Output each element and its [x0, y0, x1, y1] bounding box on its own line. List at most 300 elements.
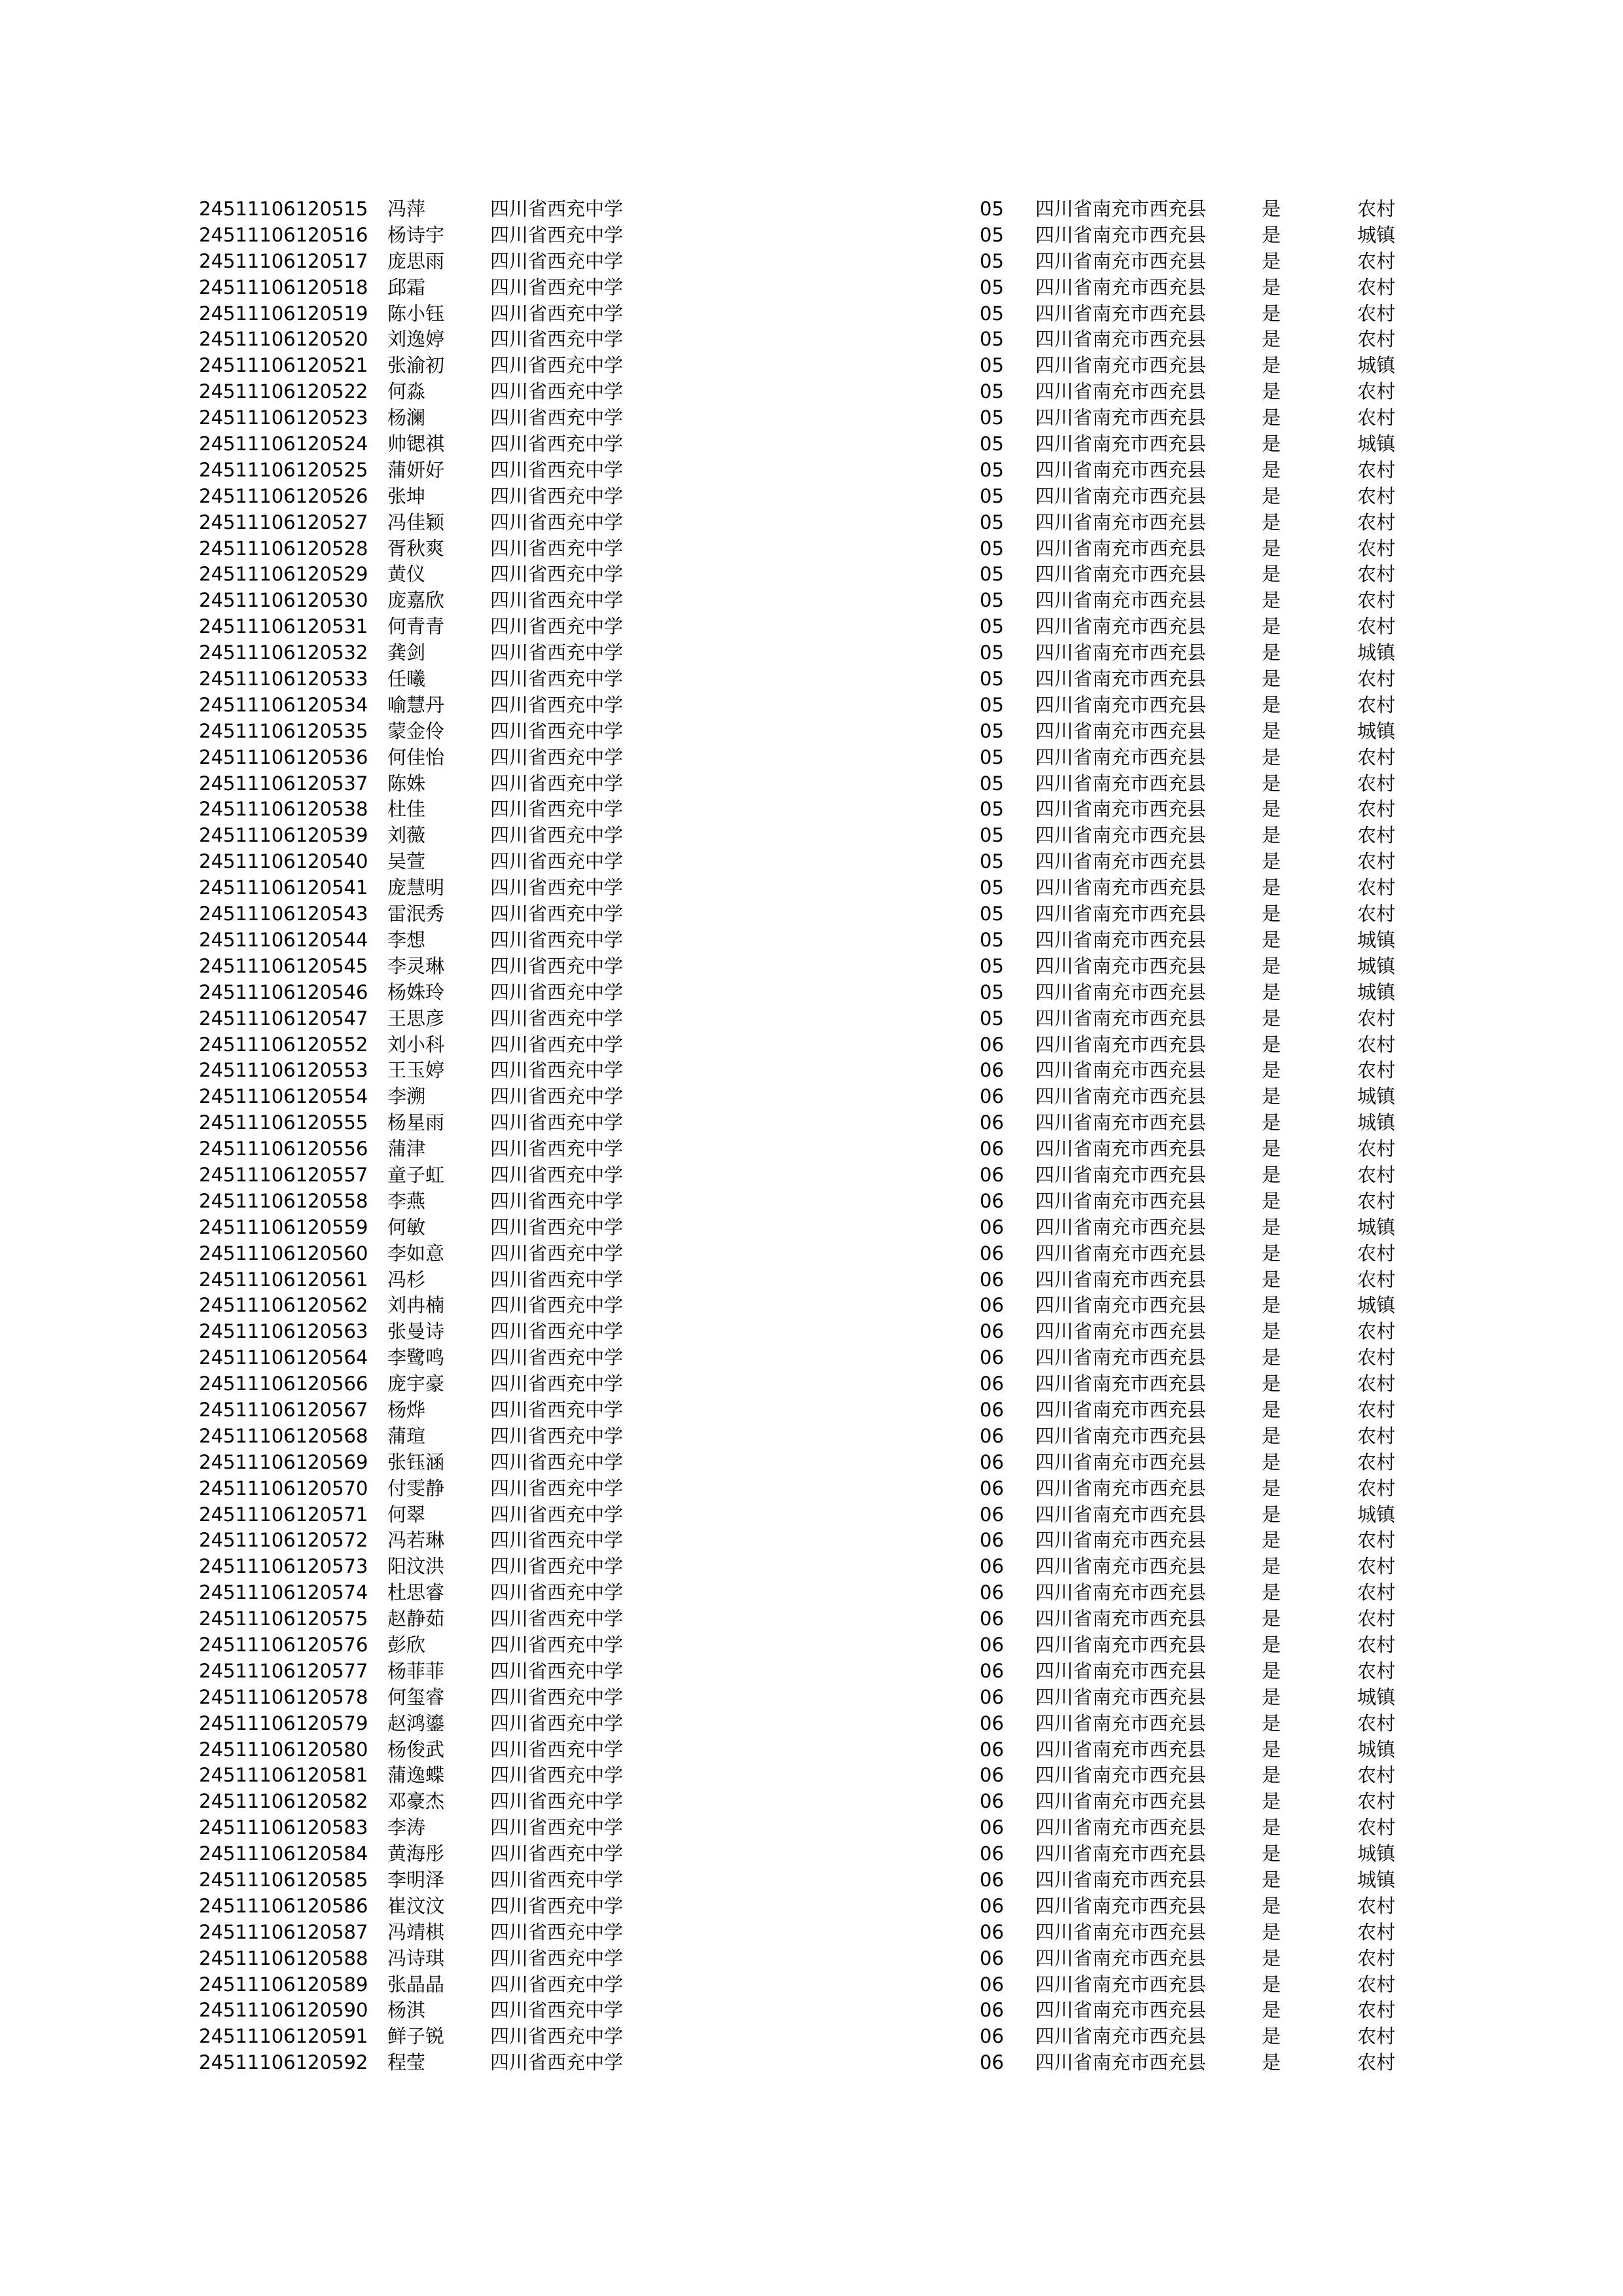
- flag-cell: 是: [1262, 537, 1281, 560]
- student-id-cell: 24511106120572: [199, 1529, 368, 1552]
- student-id-cell: 24511106120571: [199, 1503, 368, 1526]
- table-row: [0, 1998, 1623, 2024]
- school-cell: 四川省西充中学: [490, 1999, 624, 2022]
- school-cell: 四川省西充中学: [490, 1555, 624, 1578]
- flag-cell: 是: [1262, 824, 1281, 847]
- class-cell: 05: [980, 798, 1004, 821]
- student-name-cell: 黄仪: [387, 563, 426, 586]
- student-name-cell: 庞嘉欣: [387, 589, 445, 612]
- student-name-cell: 李灵琳: [387, 954, 445, 977]
- region-cell: 四川省南充市西充县: [1035, 537, 1207, 560]
- class-cell: 06: [980, 1712, 1004, 1734]
- class-cell: 06: [980, 1946, 1004, 1969]
- student-name-cell: 张坤: [387, 484, 426, 507]
- flag-cell: 是: [1262, 302, 1281, 325]
- class-cell: 05: [980, 484, 1004, 507]
- flag-cell: 是: [1262, 1712, 1281, 1734]
- class-cell: 05: [980, 249, 1004, 272]
- area-type-cell: 农村: [1357, 1242, 1396, 1265]
- class-cell: 06: [980, 1346, 1004, 1369]
- school-cell: 四川省西充中学: [490, 380, 624, 403]
- region-cell: 四川省南充市西充县: [1035, 1138, 1207, 1160]
- area-type-cell: 城镇: [1357, 1503, 1396, 1526]
- region-cell: 四川省南充市西充县: [1035, 824, 1207, 847]
- school-cell: 四川省西充中学: [490, 198, 624, 220]
- flag-cell: 是: [1262, 1294, 1281, 1317]
- student-id-cell: 24511106120530: [199, 589, 368, 612]
- student-id-cell: 24511106120574: [199, 1581, 368, 1604]
- flag-cell: 是: [1262, 1163, 1281, 1186]
- class-cell: 05: [980, 354, 1004, 377]
- table-row: [0, 1920, 1623, 1946]
- area-type-cell: 城镇: [1357, 641, 1396, 664]
- student-id-cell: 24511106120562: [199, 1294, 368, 1317]
- region-cell: 四川省南充市西充县: [1035, 1869, 1207, 1891]
- table-row: [0, 431, 1623, 457]
- region-cell: 四川省南充市西充县: [1035, 1059, 1207, 1082]
- region-cell: 四川省南充市西充县: [1035, 641, 1207, 664]
- student-name-cell: 杜佳: [387, 798, 426, 821]
- student-id-cell: 24511106120536: [199, 745, 368, 768]
- student-name-cell: 程莹: [387, 2051, 426, 2074]
- student-id-cell: 24511106120532: [199, 641, 368, 664]
- area-type-cell: 城镇: [1357, 1869, 1396, 1891]
- class-cell: 06: [980, 2025, 1004, 2048]
- school-cell: 四川省西充中学: [490, 1450, 624, 1473]
- area-type-cell: 农村: [1357, 1764, 1396, 1787]
- student-id-cell: 24511106120540: [199, 850, 368, 873]
- area-type-cell: 农村: [1357, 1633, 1396, 1656]
- table-row: [0, 1476, 1623, 1502]
- table-row: [0, 457, 1623, 484]
- region-cell: 四川省南充市西充县: [1035, 1659, 1207, 1682]
- school-cell: 四川省西充中学: [490, 2025, 624, 2048]
- class-cell: 05: [980, 719, 1004, 742]
- area-type-cell: 城镇: [1357, 1685, 1396, 1708]
- school-cell: 四川省西充中学: [490, 1790, 624, 1813]
- student-id-cell: 24511106120555: [199, 1111, 368, 1134]
- flag-cell: 是: [1262, 1842, 1281, 1865]
- flag-cell: 是: [1262, 1633, 1281, 1656]
- region-cell: 四川省南充市西充县: [1035, 1320, 1207, 1343]
- flag-cell: 是: [1262, 1007, 1281, 1030]
- school-cell: 四川省西充中学: [490, 276, 624, 298]
- table-row: [0, 614, 1623, 640]
- school-cell: 四川省西充中学: [490, 1294, 624, 1317]
- class-cell: 06: [980, 1189, 1004, 1212]
- table-row: [0, 1032, 1623, 1058]
- flag-cell: 是: [1262, 484, 1281, 507]
- class-cell: 05: [980, 433, 1004, 456]
- flag-cell: 是: [1262, 1869, 1281, 1891]
- school-cell: 四川省西充中学: [490, 1268, 624, 1291]
- school-cell: 四川省西充中学: [490, 1973, 624, 1996]
- region-cell: 四川省南充市西充县: [1035, 302, 1207, 325]
- student-id-cell: 24511106120541: [199, 876, 368, 899]
- table-row: [0, 327, 1623, 353]
- flag-cell: 是: [1262, 1973, 1281, 1996]
- flag-cell: 是: [1262, 1529, 1281, 1552]
- table-row: [0, 1815, 1623, 1841]
- school-cell: 四川省西充中学: [490, 824, 624, 847]
- class-cell: 05: [980, 928, 1004, 951]
- student-name-cell: 帅锶祺: [387, 433, 445, 456]
- area-type-cell: 城镇: [1357, 354, 1396, 377]
- area-type-cell: 农村: [1357, 511, 1396, 533]
- table-row: [0, 1084, 1623, 1110]
- table-row: [0, 1946, 1623, 1972]
- area-type-cell: 农村: [1357, 406, 1396, 429]
- flag-cell: 是: [1262, 1581, 1281, 1604]
- region-cell: 四川省南充市西充县: [1035, 1450, 1207, 1473]
- class-cell: 06: [980, 1242, 1004, 1265]
- table-row: [0, 405, 1623, 431]
- school-cell: 四川省西充中学: [490, 719, 624, 742]
- class-cell: 06: [980, 1085, 1004, 1108]
- flag-cell: 是: [1262, 276, 1281, 298]
- table-row: [0, 1972, 1623, 1998]
- table-row: [0, 1737, 1623, 1763]
- table-row: [0, 1424, 1623, 1450]
- flag-cell: 是: [1262, 1738, 1281, 1761]
- student-name-cell: 冯杉: [387, 1268, 426, 1291]
- region-cell: 四川省南充市西充县: [1035, 928, 1207, 951]
- student-name-cell: 张渝初: [387, 354, 445, 377]
- student-name-cell: 何佳怡: [387, 745, 445, 768]
- flag-cell: 是: [1262, 850, 1281, 873]
- class-cell: 06: [980, 1920, 1004, 1943]
- table-row: [0, 196, 1623, 223]
- table-row: [0, 719, 1623, 745]
- flag-cell: 是: [1262, 1659, 1281, 1682]
- area-type-cell: 农村: [1357, 1398, 1396, 1421]
- class-cell: 06: [980, 1503, 1004, 1526]
- flag-cell: 是: [1262, 1059, 1281, 1082]
- region-cell: 四川省南充市西充县: [1035, 1581, 1207, 1604]
- area-type-cell: 农村: [1357, 1712, 1396, 1734]
- school-cell: 四川省西充中学: [490, 1398, 624, 1421]
- school-cell: 四川省西充中学: [490, 1659, 624, 1682]
- student-id-cell: 24511106120515: [199, 198, 368, 220]
- region-cell: 四川省南充市西充县: [1035, 1268, 1207, 1291]
- class-cell: 06: [980, 1764, 1004, 1787]
- class-cell: 06: [980, 1450, 1004, 1473]
- student-name-cell: 杨姝玲: [387, 980, 445, 1003]
- student-name-cell: 刘冉楠: [387, 1294, 445, 1317]
- region-cell: 四川省南充市西充县: [1035, 1007, 1207, 1030]
- student-id-cell: 24511106120585: [199, 1869, 368, 1891]
- student-name-cell: 童子虹: [387, 1163, 445, 1186]
- student-name-cell: 冯若琳: [387, 1529, 445, 1552]
- region-cell: 四川省南充市西充县: [1035, 249, 1207, 272]
- student-name-cell: 蒲瑄: [387, 1424, 426, 1447]
- class-cell: 05: [980, 772, 1004, 795]
- school-cell: 四川省西充中学: [490, 1529, 624, 1552]
- area-type-cell: 农村: [1357, 772, 1396, 795]
- region-cell: 四川省南充市西充县: [1035, 511, 1207, 533]
- table-row: [0, 1632, 1623, 1659]
- student-name-cell: 鲜子锐: [387, 2025, 445, 2048]
- class-cell: 06: [980, 1268, 1004, 1291]
- class-cell: 06: [980, 1294, 1004, 1317]
- region-cell: 四川省南充市西充县: [1035, 1764, 1207, 1787]
- student-id-cell: 24511106120526: [199, 484, 368, 507]
- region-cell: 四川省南充市西充县: [1035, 772, 1207, 795]
- student-id-cell: 24511106120557: [199, 1163, 368, 1186]
- student-id-cell: 24511106120517: [199, 249, 368, 272]
- student-name-cell: 王玉婷: [387, 1059, 445, 1082]
- area-type-cell: 城镇: [1357, 928, 1396, 951]
- area-type-cell: 农村: [1357, 1189, 1396, 1212]
- table-row: [0, 1241, 1623, 1267]
- area-type-cell: 农村: [1357, 198, 1396, 220]
- region-cell: 四川省南充市西充县: [1035, 1607, 1207, 1630]
- region-cell: 四川省南充市西充县: [1035, 198, 1207, 220]
- table-row: [0, 249, 1623, 275]
- flag-cell: 是: [1262, 1999, 1281, 2022]
- flag-cell: 是: [1262, 1242, 1281, 1265]
- school-cell: 四川省西充中学: [490, 1320, 624, 1343]
- student-name-cell: 李明泽: [387, 1869, 445, 1891]
- table-row: [0, 1502, 1623, 1528]
- student-id-cell: 24511106120533: [199, 668, 368, 691]
- area-type-cell: 农村: [1357, 798, 1396, 821]
- student-name-cell: 蒲妍好: [387, 458, 445, 481]
- flag-cell: 是: [1262, 2051, 1281, 2074]
- area-type-cell: 农村: [1357, 876, 1396, 899]
- class-cell: 06: [980, 1477, 1004, 1499]
- class-cell: 06: [980, 1973, 1004, 1996]
- student-name-cell: 赵静茹: [387, 1607, 445, 1630]
- table-row: [0, 666, 1623, 692]
- region-cell: 四川省南充市西充县: [1035, 1842, 1207, 1865]
- region-cell: 四川省南充市西充县: [1035, 1633, 1207, 1656]
- student-name-cell: 张曼诗: [387, 1320, 445, 1343]
- class-cell: 05: [980, 223, 1004, 246]
- student-name-cell: 杨澜: [387, 406, 426, 429]
- area-type-cell: 农村: [1357, 1346, 1396, 1369]
- student-id-cell: 24511106120560: [199, 1242, 368, 1265]
- region-cell: 四川省南充市西充县: [1035, 328, 1207, 351]
- flag-cell: 是: [1262, 719, 1281, 742]
- region-cell: 四川省南充市西充县: [1035, 980, 1207, 1003]
- school-cell: 四川省西充中学: [490, 1581, 624, 1604]
- school-cell: 四川省西充中学: [490, 223, 624, 246]
- region-cell: 四川省南充市西充县: [1035, 1712, 1207, 1734]
- table-row: [0, 1711, 1623, 1737]
- student-id-cell: 24511106120564: [199, 1346, 368, 1369]
- table-row: [0, 1528, 1623, 1554]
- table-row: [0, 927, 1623, 954]
- class-cell: 05: [980, 1007, 1004, 1030]
- school-cell: 四川省西充中学: [490, 1372, 624, 1395]
- school-cell: 四川省西充中学: [490, 1085, 624, 1108]
- area-type-cell: 农村: [1357, 1138, 1396, 1160]
- student-id-cell: 24511106120520: [199, 328, 368, 351]
- class-cell: 05: [980, 589, 1004, 612]
- class-cell: 06: [980, 2051, 1004, 2074]
- school-cell: 四川省西充中学: [490, 1138, 624, 1160]
- flag-cell: 是: [1262, 745, 1281, 768]
- flag-cell: 是: [1262, 223, 1281, 246]
- student-name-cell: 何翠: [387, 1503, 426, 1526]
- student-name-cell: 邓豪杰: [387, 1790, 445, 1813]
- flag-cell: 是: [1262, 380, 1281, 403]
- area-type-cell: 农村: [1357, 1816, 1396, 1839]
- student-id-cell: 24511106120586: [199, 1894, 368, 1917]
- region-cell: 四川省南充市西充县: [1035, 1033, 1207, 1056]
- class-cell: 05: [980, 954, 1004, 977]
- area-type-cell: 农村: [1357, 589, 1396, 612]
- class-cell: 06: [980, 1555, 1004, 1578]
- region-cell: 四川省南充市西充县: [1035, 1294, 1207, 1317]
- region-cell: 四川省南充市西充县: [1035, 1790, 1207, 1813]
- student-name-cell: 杨烨: [387, 1398, 426, 1421]
- class-cell: 05: [980, 537, 1004, 560]
- region-cell: 四川省南充市西充县: [1035, 380, 1207, 403]
- school-cell: 四川省西充中学: [490, 1189, 624, 1212]
- table-row: [0, 849, 1623, 875]
- class-cell: 06: [980, 1215, 1004, 1238]
- area-type-cell: 农村: [1357, 1894, 1396, 1917]
- student-id-cell: 24511106120539: [199, 824, 368, 847]
- student-name-cell: 蒙金伶: [387, 719, 445, 742]
- class-cell: 06: [980, 1111, 1004, 1134]
- table-row: [0, 1580, 1623, 1606]
- flag-cell: 是: [1262, 668, 1281, 691]
- student-id-cell: 24511106120521: [199, 354, 368, 377]
- student-id-cell: 24511106120522: [199, 380, 368, 403]
- flag-cell: 是: [1262, 1085, 1281, 1108]
- area-type-cell: 农村: [1357, 1268, 1396, 1291]
- class-cell: 06: [980, 1320, 1004, 1343]
- student-name-cell: 冯萍: [387, 198, 426, 220]
- student-id-cell: 24511106120579: [199, 1712, 368, 1734]
- table-row: [0, 379, 1623, 405]
- region-cell: 四川省南充市西充县: [1035, 354, 1207, 377]
- region-cell: 四川省南充市西充县: [1035, 1920, 1207, 1943]
- flag-cell: 是: [1262, 1320, 1281, 1343]
- school-cell: 四川省西充中学: [490, 1894, 624, 1917]
- table-row: [0, 692, 1623, 719]
- region-cell: 四川省南充市西充县: [1035, 1738, 1207, 1761]
- table-row: [0, 1893, 1623, 1920]
- student-name-cell: 庞宇豪: [387, 1372, 445, 1395]
- table-row: [0, 562, 1623, 588]
- class-cell: 05: [980, 641, 1004, 664]
- area-type-cell: 城镇: [1357, 719, 1396, 742]
- student-name-cell: 杨星雨: [387, 1111, 445, 1134]
- class-cell: 05: [980, 615, 1004, 638]
- area-type-cell: 农村: [1357, 1007, 1396, 1030]
- school-cell: 四川省西充中学: [490, 1163, 624, 1186]
- region-cell: 四川省南充市西充县: [1035, 276, 1207, 298]
- student-id-cell: 24511106120570: [199, 1477, 368, 1499]
- table-row: [0, 1110, 1623, 1136]
- student-name-cell: 胥秋爽: [387, 537, 445, 560]
- table-row: [0, 353, 1623, 379]
- student-name-cell: 何敏: [387, 1215, 426, 1238]
- student-list-table: [0, 196, 1623, 2076]
- student-name-cell: 彭欣: [387, 1633, 426, 1656]
- student-id-cell: 24511106120525: [199, 458, 368, 481]
- flag-cell: 是: [1262, 1033, 1281, 1056]
- area-type-cell: 城镇: [1357, 1294, 1396, 1317]
- area-type-cell: 农村: [1357, 668, 1396, 691]
- region-cell: 四川省南充市西充县: [1035, 563, 1207, 586]
- student-name-cell: 庞慧明: [387, 876, 445, 899]
- table-row: [0, 223, 1623, 249]
- class-cell: 06: [980, 1059, 1004, 1082]
- class-cell: 06: [980, 1659, 1004, 1682]
- student-name-cell: 刘薇: [387, 824, 426, 847]
- class-cell: 05: [980, 380, 1004, 403]
- student-id-cell: 24511106120519: [199, 302, 368, 325]
- school-cell: 四川省西充中学: [490, 850, 624, 873]
- student-name-cell: 李溯: [387, 1085, 426, 1108]
- class-cell: 05: [980, 563, 1004, 586]
- student-name-cell: 李想: [387, 928, 426, 951]
- student-name-cell: 付雯静: [387, 1477, 445, 1499]
- student-id-cell: 24511106120563: [199, 1320, 368, 1343]
- school-cell: 四川省西充中学: [490, 772, 624, 795]
- student-id-cell: 24511106120534: [199, 693, 368, 716]
- school-cell: 四川省西充中学: [490, 458, 624, 481]
- table-row: [0, 2024, 1623, 2050]
- table-row: [0, 1267, 1623, 1293]
- flag-cell: 是: [1262, 1477, 1281, 1499]
- table-row: [0, 640, 1623, 666]
- flag-cell: 是: [1262, 1607, 1281, 1630]
- school-cell: 四川省西充中学: [490, 1424, 624, 1447]
- class-cell: 06: [980, 1816, 1004, 1839]
- class-cell: 05: [980, 876, 1004, 899]
- class-cell: 05: [980, 458, 1004, 481]
- area-type-cell: 农村: [1357, 302, 1396, 325]
- student-name-cell: 李燕: [387, 1189, 426, 1212]
- area-type-cell: 农村: [1357, 1581, 1396, 1604]
- student-id-cell: 24511106120568: [199, 1424, 368, 1447]
- flag-cell: 是: [1262, 1372, 1281, 1395]
- student-id-cell: 24511106120588: [199, 1946, 368, 1969]
- student-name-cell: 吴萱: [387, 850, 426, 873]
- flag-cell: 是: [1262, 1111, 1281, 1134]
- student-name-cell: 雷泯秀: [387, 903, 445, 925]
- table-row: [0, 1058, 1623, 1084]
- student-name-cell: 陈小钰: [387, 302, 445, 325]
- student-name-cell: 杜思睿: [387, 1581, 445, 1604]
- area-type-cell: 农村: [1357, 693, 1396, 716]
- class-cell: 06: [980, 1163, 1004, 1186]
- class-cell: 06: [980, 1842, 1004, 1865]
- area-type-cell: 农村: [1357, 484, 1396, 507]
- region-cell: 四川省南充市西充县: [1035, 1398, 1207, 1421]
- table-row: [0, 1450, 1623, 1476]
- area-type-cell: 农村: [1357, 1320, 1396, 1343]
- student-name-cell: 任曦: [387, 668, 426, 691]
- region-cell: 四川省南充市西充县: [1035, 1424, 1207, 1447]
- area-type-cell: 农村: [1357, 458, 1396, 481]
- class-cell: 05: [980, 850, 1004, 873]
- table-row: [0, 1215, 1623, 1241]
- flag-cell: 是: [1262, 354, 1281, 377]
- student-name-cell: 王思彦: [387, 1007, 445, 1030]
- flag-cell: 是: [1262, 928, 1281, 951]
- area-type-cell: 农村: [1357, 1659, 1396, 1682]
- flag-cell: 是: [1262, 1215, 1281, 1238]
- student-id-cell: 24511106120582: [199, 1790, 368, 1813]
- student-name-cell: 黄海彤: [387, 1842, 445, 1865]
